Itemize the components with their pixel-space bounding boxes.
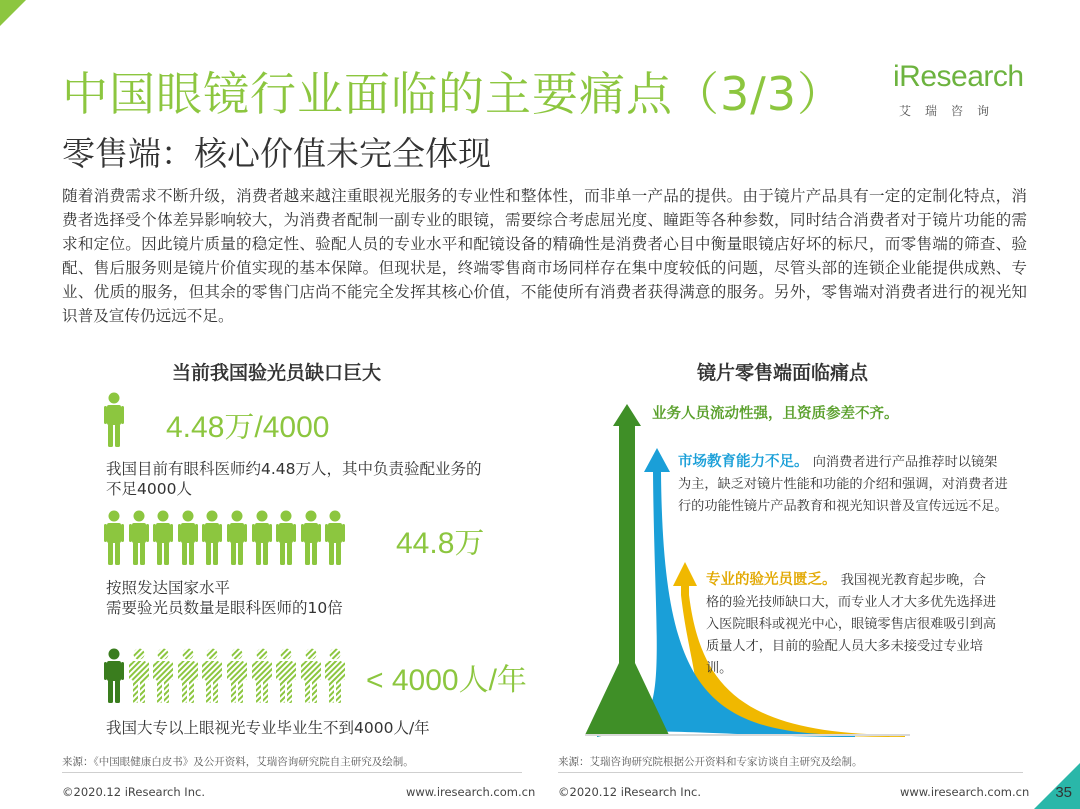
hatched-person-icon (129, 648, 149, 704)
logo-subtext: 艾瑞咨询 (899, 104, 1004, 118)
copyright-left: ©2020.12 iResearch Inc. (62, 785, 205, 799)
stat-caption-3 (106, 718, 546, 738)
intro-paragraph: 随着消费需求不断升级，消费者越来越注重眼视光服务的专业性和整体性，而非单一产品的提供。由于镜片产品具有一定的定制化特点，消费者选择受个体差异影响较大，为消费者配制一副专业的眼镜，需要综合考虑屈光度、瞳距等各种参数，同时结合消费者对于镜片功能的需求和定位。因此镜片质量的稳定性、验配人员的专业水平和配镜设备的精确性是消费者心目中衡量眼镜店好坏的标尺，而零售端的筛查、验配、售后服务则是镜片价值实现的基本保障。但现状是，终端零售商市场同样存在集中度较低的问题，尽管头部的连锁企业能提供成熟、专业、优质的服务，但其余的零售门店尚不能完全发挥其核心价值，不能使所有消费者获得满意的服务。另外，零售端对消费者进行的视光知识普及宣传仍远远不足。 (62, 187, 1027, 325)
hatched-person-icon (178, 648, 198, 704)
pain-point-2-body: 向消费者进行产品推荐时以镜架为主，缺乏对镜片性能和功能的介绍和强调，对消费者进行的功能性镜片产品教育和视光知识普及宣传远远不足。 (678, 455, 1008, 514)
person-icon (301, 510, 321, 566)
hatched-person-icon (252, 648, 272, 704)
pain-point-3-body: 我国视光教育起步晚，合格的验光技师缺口大，而专业人才大多优先选择进入医院眼科或视光中心，眼镜零售店很难吸引到高质量人才，目前的验配人员大多未接受过专业培训。 (706, 573, 997, 676)
person-icon (104, 648, 124, 704)
page-title: 中国眼镜行业面临的主要痛点（3/3） (62, 67, 845, 121)
footer-divider-right (558, 772, 1023, 773)
hatched-person-icon (153, 648, 173, 704)
hatched-person-icon (202, 648, 222, 704)
person-icon (276, 510, 296, 566)
pain-point-2-head: 市场教育能力不足。 (678, 454, 809, 470)
source-note-right: 来源：艾瑞咨询研究院根据公开资料和专家访谈自主研究及绘制。 (558, 756, 863, 768)
right-section-heading: 镜片零售端面临痛点 (697, 362, 869, 384)
pain-point-3 (706, 569, 998, 680)
website-link-left[interactable]: www.iresearch.com.cn (406, 785, 536, 799)
pain-point-arrow-diagram (585, 390, 915, 740)
iresearch-logo (893, 58, 1033, 128)
copyright-right: ©2020.12 iResearch Inc. (558, 785, 701, 799)
hatched-person-icon (301, 648, 321, 704)
person-icon (252, 510, 272, 566)
pain-point-2 (678, 451, 1008, 518)
person-icon (325, 510, 345, 566)
hatched-person-icon (227, 648, 247, 704)
person-icon (178, 510, 198, 566)
website-link-right[interactable]: www.iresearch.com.cn (900, 785, 1030, 799)
stat-caption-2-line-1: 按照发达国家水平 (106, 579, 231, 597)
person-icon (153, 510, 173, 566)
stat-value-1: 4.48万/4000 (166, 411, 330, 444)
stat-caption-1 (106, 459, 546, 499)
pain-point-3-head: 专业的验光员匮乏。 (706, 572, 837, 588)
person-icon (104, 510, 124, 566)
stat-caption-2 (106, 578, 506, 618)
pain-point-1 (652, 403, 1012, 426)
stat-value-3: < 4000人/年 (366, 664, 527, 697)
person-icon (129, 510, 149, 566)
left-section-heading: 当前我国验光员缺口巨大 (172, 362, 382, 384)
source-note-left: 来源：《中国眼健康白皮书》及公开资料，艾瑞咨询研究院自主研究及绘制。 (62, 756, 414, 768)
person-icon (104, 392, 124, 448)
page-subtitle: 零售端：核心价值未完全体现 (62, 134, 491, 173)
corner-decoration-top-left (0, 0, 26, 26)
stat-caption-3-line-1: 我国大专以上眼视光专业毕业生不到4000人/年 (106, 719, 430, 737)
hatched-person-icon (325, 648, 345, 704)
logo-wordmark: iResearch (893, 60, 1024, 93)
page-number: 35 (1055, 784, 1072, 801)
stat-caption-1-line-1: 我国目前有眼科医师约4.48万人，其中负责验配业务的 (106, 460, 482, 478)
person-icon (202, 510, 222, 566)
person-icon (227, 510, 247, 566)
stat-value-2: 44.8万 (396, 527, 485, 560)
footer-divider-left (62, 772, 522, 773)
pain-point-1-head: 业务人员流动性强，且资质参差不齐。 (652, 406, 899, 422)
stat-caption-1-line-2: 不足4000人 (106, 480, 192, 498)
hatched-person-icon (276, 648, 296, 704)
stat-caption-2-line-2: 需要验光员数量是眼科医师的10倍 (106, 599, 343, 617)
